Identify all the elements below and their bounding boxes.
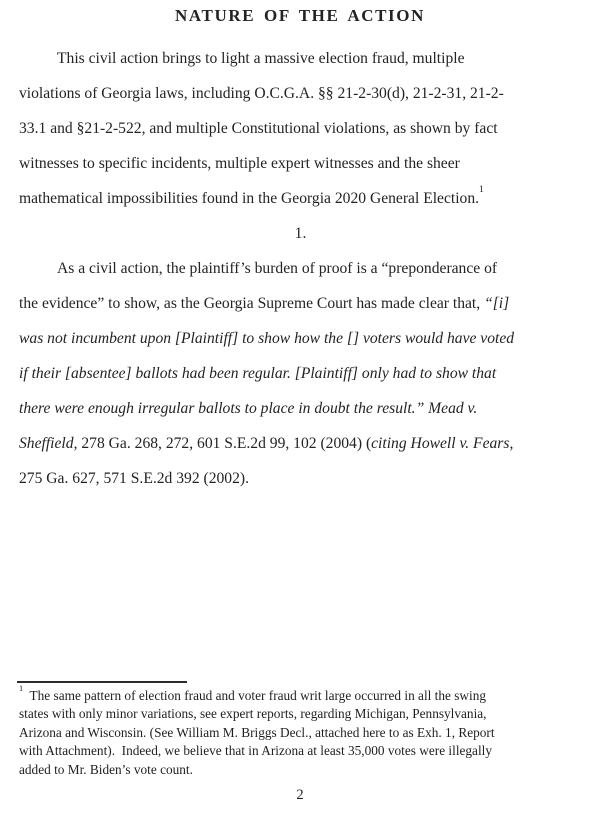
text-segment: 1. [294, 225, 307, 242]
text-line [19, 76, 582, 111]
text-segment: Arizona and Wisconsin. (See William M. Briggs Decl., attached here to as Exh. 1, Report [19, 724, 495, 740]
text-segment: As a civil action, the plaintiff’s burden of proof is a “preponderance of [57, 260, 498, 277]
text-line [19, 286, 582, 321]
text-segment: , 278 Ga. 268, 272, 601 S.E.2d 99, 102 (2004) ( [73, 435, 372, 452]
text-segment: there were enough irregular ballots to place in doubt the result.” Mead v. [19, 400, 478, 417]
text-line [19, 181, 582, 216]
text-segment: witnesses to specific incidents, multiple expert witnesses and the sheer [19, 155, 460, 172]
footnote [19, 683, 582, 779]
text-segment: with Attachment). Indeed, we believe that in Arizona at least 35,000 votes were illegally [19, 743, 492, 759]
text-segment: was not incumbent upon [Plaintiff] to show how the [] voters would have voted [19, 330, 515, 347]
text-line [19, 742, 582, 760]
text-line [19, 461, 582, 496]
text-segment: mathematical impossibilities found in the Georgia 2020 General Election. [19, 190, 480, 207]
body-text [19, 41, 582, 496]
text-segment: violations of Georgia laws, including O.C.G.A. §§ 21-2-30(d), 21-2-31, 21-2- [19, 85, 504, 102]
text-segment: the evidence” to show, as the Georgia Supreme Court has made clear that, [19, 295, 485, 312]
text-line [19, 683, 582, 705]
text-segment: 33.1 and §21-2-522, and multiple Constitutional violations, as shown by fact [19, 120, 498, 137]
text-line [19, 705, 582, 723]
text-segment: This civil action brings to light a massive election fraud, multiple [57, 50, 465, 67]
footnote-reference: 1 [19, 683, 24, 693]
text-line [19, 761, 582, 779]
text-line [19, 41, 582, 76]
footnote-reference: 1 [479, 184, 484, 196]
text-segment: “[i] [484, 295, 510, 312]
section-heading: NATURE OF THE ACTION [175, 6, 425, 25]
text-segment: added to Mr. Biden’s vote count. [19, 761, 193, 777]
text-line [19, 251, 582, 286]
text-segment: The same pattern of election fraud and voter fraud writ large occurred in all the swing [23, 688, 487, 703]
text-line [19, 321, 582, 356]
text-segment: , [509, 435, 514, 452]
footnote-separator [17, 681, 187, 683]
text-line [19, 111, 582, 146]
text-segment: Sheffield [19, 435, 74, 452]
text-line [19, 146, 582, 181]
text-line [19, 426, 582, 461]
text-segment: citing Howell v. Fears [371, 435, 510, 452]
text-segment: states with only minor variations, see expert reports, regarding Michigan, Pennsylvania, [19, 706, 487, 722]
page-number: 2 [296, 787, 304, 803]
text-line [19, 356, 582, 391]
text-segment: 275 Ga. 627, 571 S.E.2d 392 (2002). [19, 470, 249, 487]
text-line [19, 216, 582, 251]
text-line [19, 724, 582, 742]
text-segment: if their [absentee] ballots had been regular. [Plaintiff] only had to show that [19, 365, 497, 382]
text-line [19, 391, 582, 426]
